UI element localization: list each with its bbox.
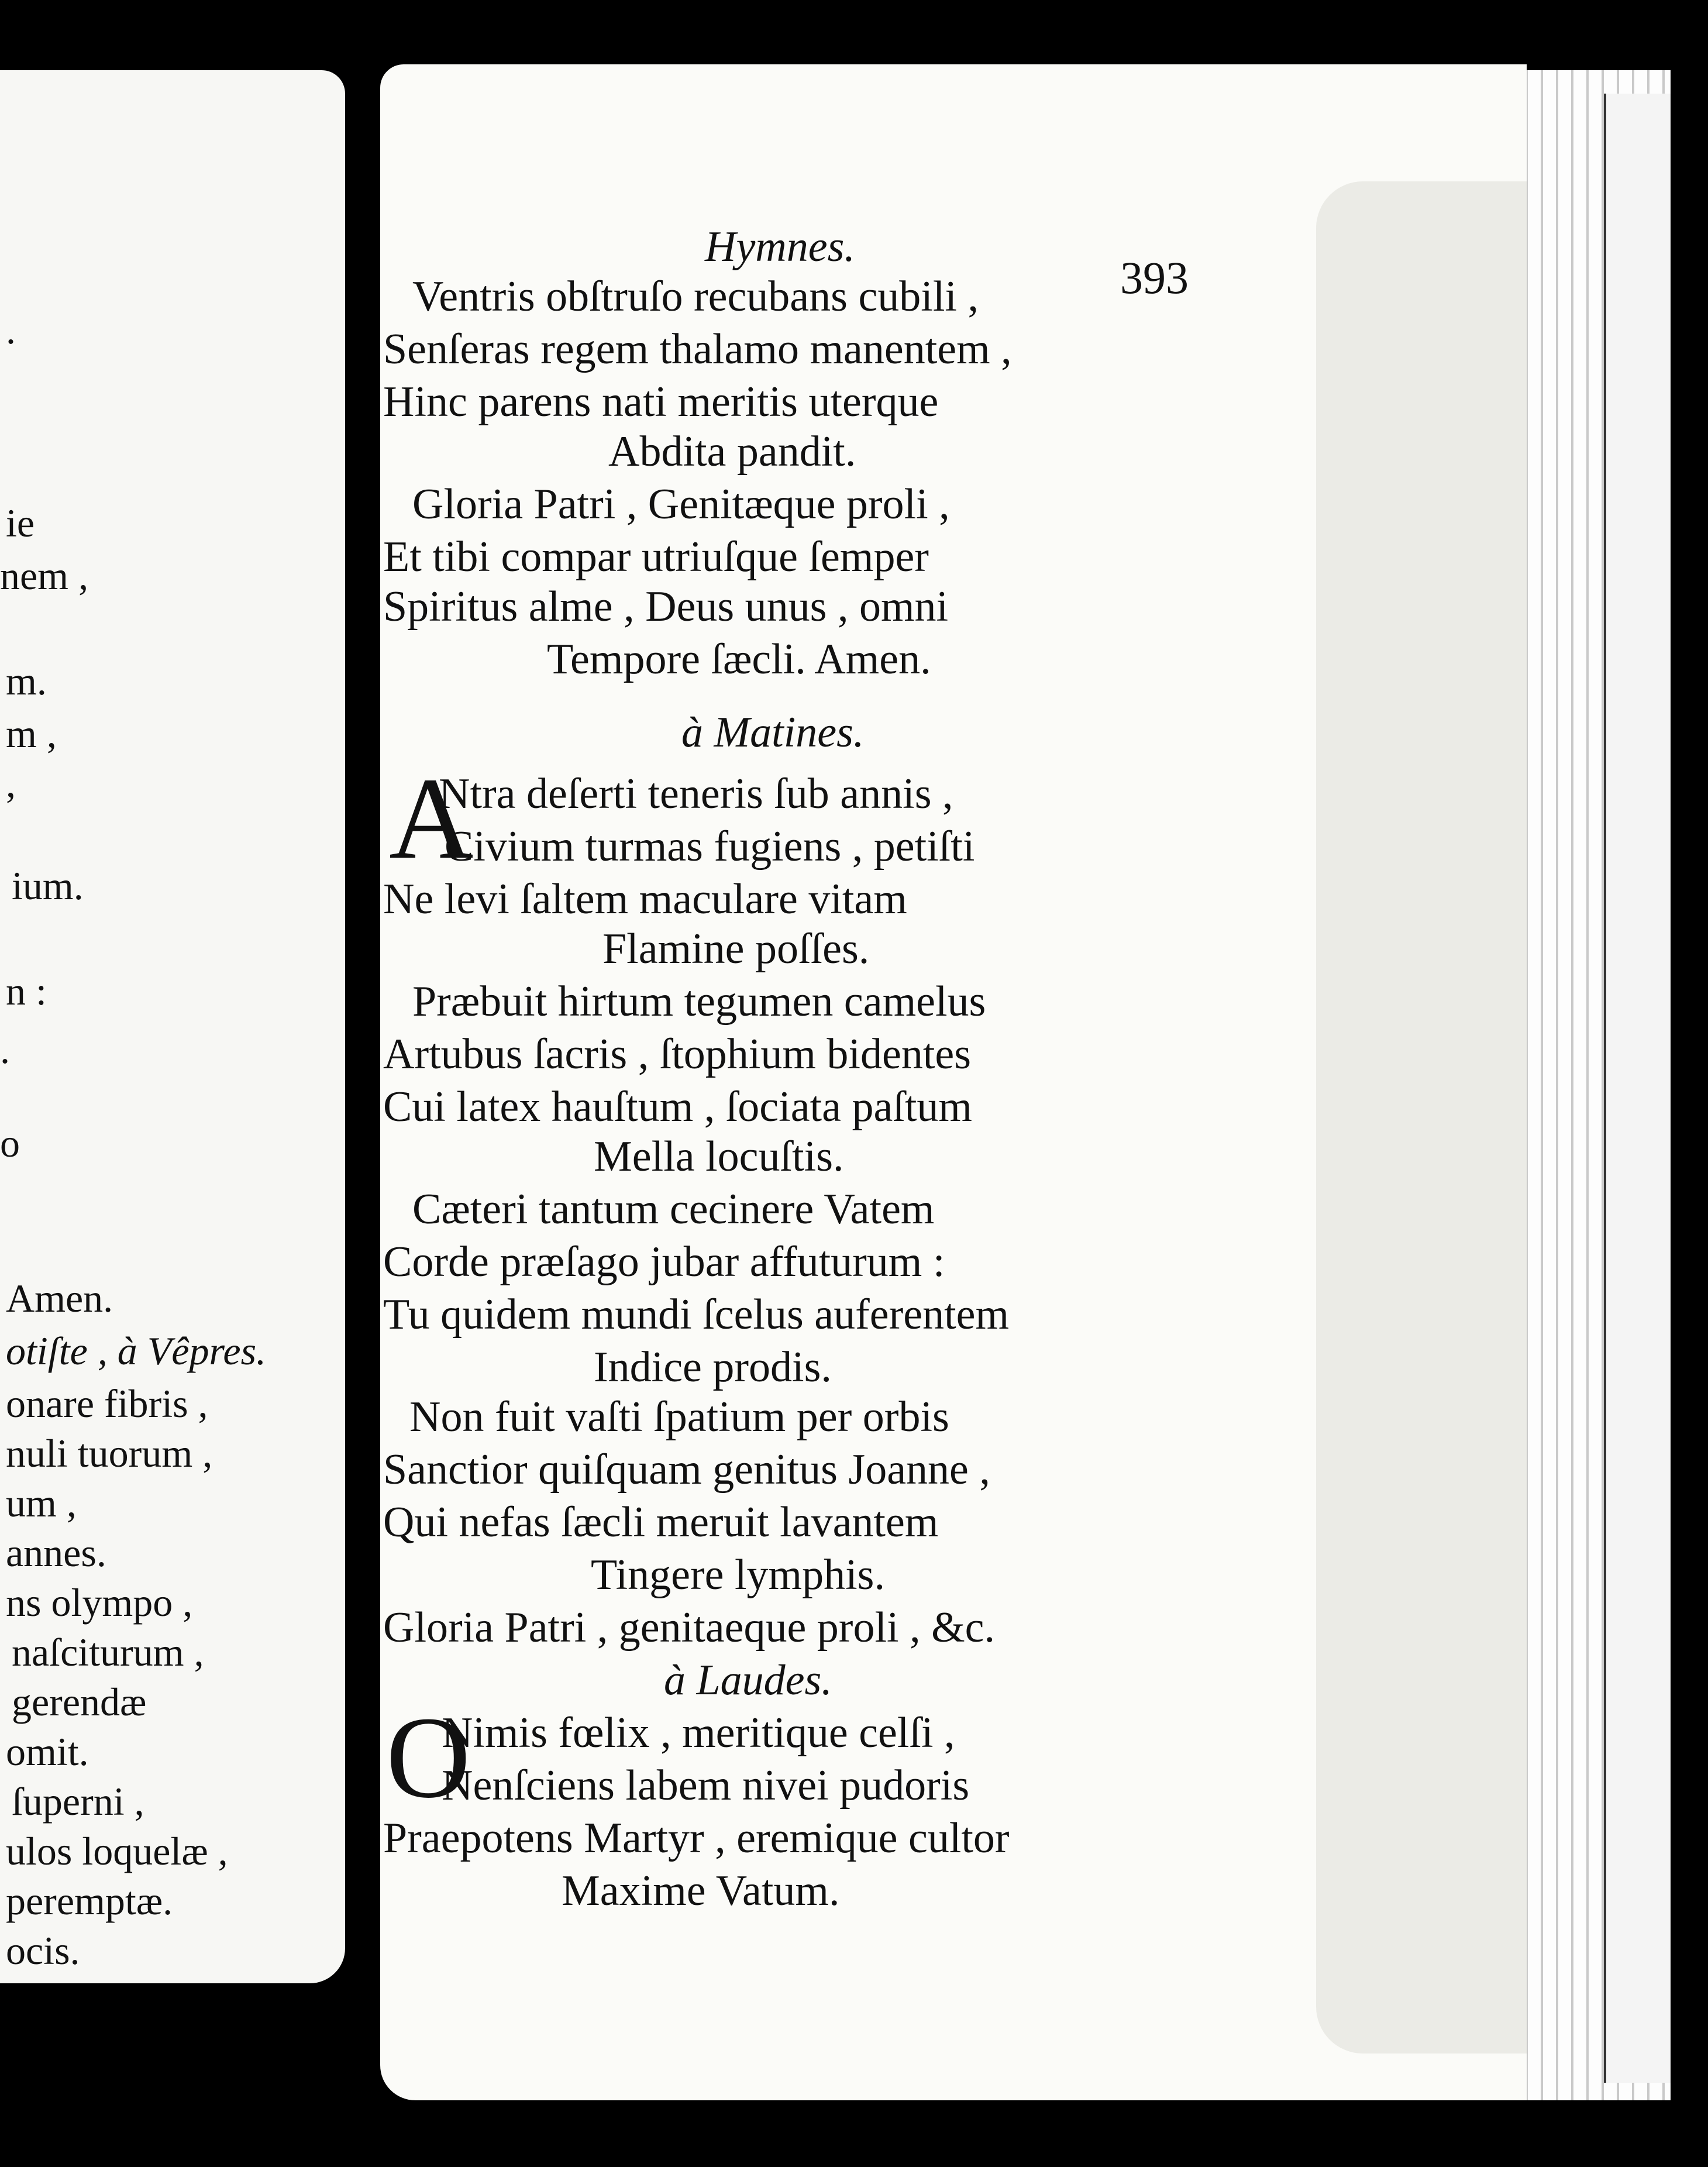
left-line: ns olympo , <box>6 1580 193 1625</box>
left-line: o <box>0 1121 20 1165</box>
page-shadow <box>1316 181 1527 2054</box>
verse-line: Gloria Patri , genitaeque proli , &c. <box>383 1604 995 1652</box>
verse-line: Tempore ſæcli. Amen. <box>547 635 931 683</box>
verse-line: Cui latex hauſtum , ſociata paſtum <box>383 1083 972 1131</box>
verse-line: Spiritus alme , Deus unus , omni <box>383 583 949 631</box>
verse-line: Ventris obſtruſo recubans cubili , <box>412 273 979 321</box>
section-heading-laudes: à Laudes. <box>664 1656 832 1704</box>
left-line: m , <box>6 711 57 756</box>
left-line: m. <box>6 659 47 703</box>
verse-line: Maxime Vatum. <box>562 1867 840 1915</box>
left-line: onare fibris , <box>6 1381 208 1426</box>
left-line: n : <box>6 969 47 1013</box>
verse-line: Corde præſago jubar affuturum : <box>383 1238 945 1286</box>
left-line: um , <box>6 1481 77 1525</box>
left-line: ſuperni , <box>12 1779 144 1824</box>
left-line: nuli tuorum , <box>6 1431 213 1475</box>
section-heading-matines: à Matines. <box>681 708 865 756</box>
verse-line: Gloria Patri , Genitæque proli , <box>412 480 950 528</box>
verse-line: Flamine poſſes. <box>602 925 870 973</box>
left-line: ie <box>6 501 35 545</box>
verse-line: Artubus ſacris , ſtophium bidentes <box>383 1030 972 1078</box>
left-line: Amen. <box>6 1276 113 1320</box>
verse-line: Præbuit hirtum tegumen camelus <box>412 978 986 1026</box>
verse-line: Tu quidem mundi ſcelus auferentem <box>383 1291 1010 1339</box>
left-page <box>0 70 345 1983</box>
verse-line: Qui nefas ſæcli meruit lavantem <box>383 1498 939 1546</box>
left-line: annes. <box>6 1530 106 1575</box>
drop-cap: O <box>386 1693 471 1822</box>
verse-line: Nenſciens labem nivei pudoris <box>442 1762 970 1810</box>
left-line: otiſte , à Vêpres. <box>6 1329 267 1373</box>
verse-line: Senſeras regem thalamo manentem , <box>383 325 1012 373</box>
page-number: 393 <box>1120 252 1189 303</box>
left-line: peremptæ. <box>6 1879 173 1923</box>
verse-line: Hinc parens nati meritis uterque <box>383 378 939 426</box>
left-line: naſciturum , <box>12 1630 204 1674</box>
left-line: nem , <box>0 553 89 598</box>
verse-line: Sanctior quiſquam genitus Joanne , <box>383 1446 990 1494</box>
verse-line: Tingere lymphis. <box>591 1551 885 1599</box>
left-line: ulos loquelæ , <box>6 1829 228 1873</box>
left-line: omit. <box>6 1729 89 1774</box>
verse-line: Nimis fœlix , meritique celſi , <box>442 1709 955 1757</box>
verse-line: Cæteri tantum cecinere Vatem <box>412 1185 935 1233</box>
left-line: . <box>6 308 16 352</box>
verse-line: Mella locuſtis. <box>594 1133 844 1181</box>
left-line: gerendæ <box>12 1680 147 1724</box>
left-line: . <box>0 1027 10 1072</box>
left-line: ocis. <box>6 1928 80 1973</box>
verse-line: Civium turmas fugiens , petiſti <box>445 823 975 871</box>
verse-line: Non fuit vaſti ſpatium per orbis <box>409 1393 949 1441</box>
verse-line: Praepotens Martyr , eremique cultor <box>383 1814 1010 1862</box>
running-header: Hymnes. <box>705 223 855 271</box>
page-edges-back <box>1604 94 1671 2083</box>
drop-cap: A <box>389 754 474 883</box>
book-gutter <box>345 64 380 1995</box>
left-line: , <box>6 761 16 806</box>
verse-line: Abdita pandit. <box>608 428 856 476</box>
verse-line: Ntra deſerti teneris ſub annis , <box>439 770 953 818</box>
left-line: ium. <box>12 864 84 908</box>
verse-line: Ne levi ſaltem maculare vitam <box>383 875 907 923</box>
verse-line: Et tibi compar utriuſque ſemper <box>383 533 929 581</box>
verse-line: Indice prodis. <box>594 1343 832 1391</box>
